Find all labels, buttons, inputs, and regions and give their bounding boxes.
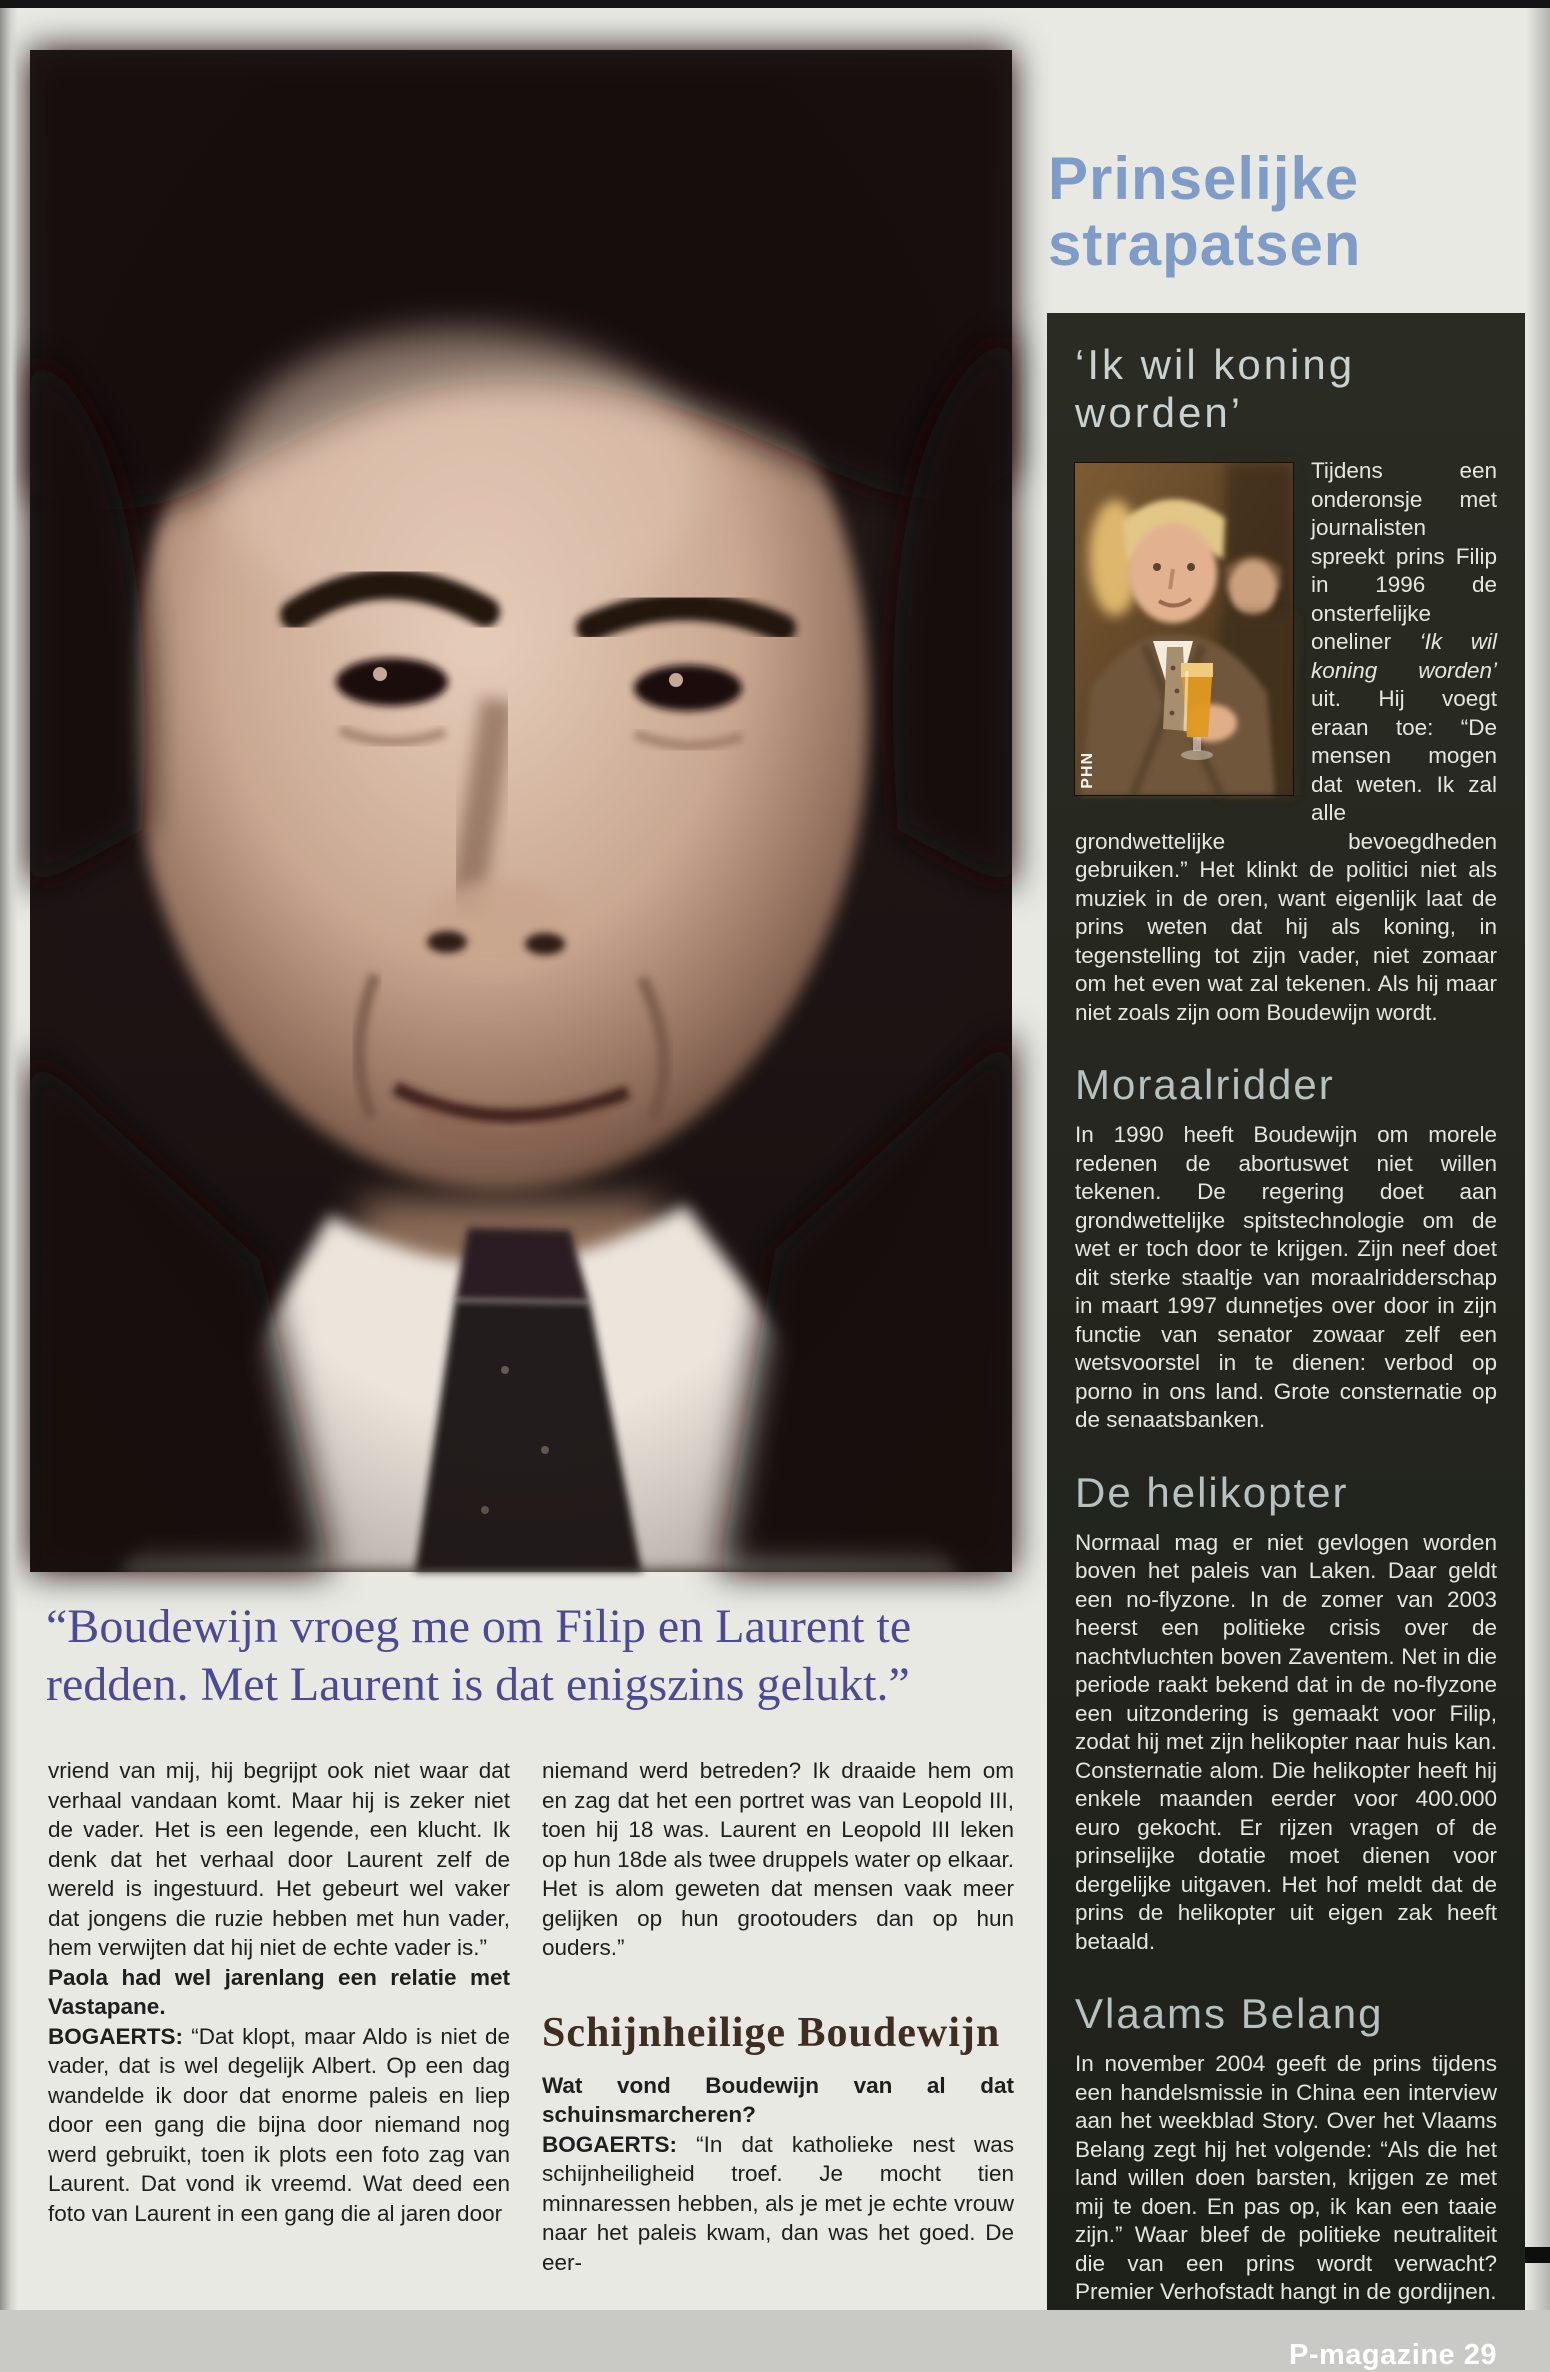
speaker-label: BOGAERTS: xyxy=(48,2023,183,2049)
paragraph-text: “Dat klopt, maar Aldo is niet de vader, dat is wel degelijk Albert. Op een dag wandelde ik door dat enorme paleis en liep door een gang die bijna door niemand nog werd gebruikt, toen ik plots een foto zag van Laurent. Dat vond ik vreemd. Wat deed een foto van Laurent in een gang die al jaren door xyxy=(48,2023,510,2226)
paragraph-bold-lead: Paola had wel jarenlang een relatie met Vastapane. xyxy=(48,1964,510,2019)
interview-question: Wat vond Boudewijn van al dat schuinsmarcheren? xyxy=(542,2072,1014,2127)
page-footer-label: P-magazine 29 xyxy=(1289,2338,1497,2371)
speaker-label: BOGAERTS: xyxy=(542,2131,677,2157)
page-curve-shade xyxy=(1526,0,1550,2310)
sidebar-paragraph: In 1990 heeft Boudewijn om morele redenen de abortuswet niet willen tekenen. De regering doet aan grondwettelijke spitstechnologie om de wet er toch door te krijgen. Zijn neef doet dit sterke staaltje van moraalridderschap in maart 1997 dunnetjes over door in zijn functie van senator zowaar zelf een wetsvoorstel in te dienen: verbod op porno in ons land. Grote consternatie op de senaatsbanken. xyxy=(1075,1122,1497,1432)
paragraph xyxy=(542,2130,1014,2278)
sidebar-heading-moraalridder: Moraalridder xyxy=(1075,1061,1335,1108)
sidebar-title xyxy=(1048,146,1361,278)
pull-quote-line-2: redden. Met Laurent is dat enigszins gelukt.” xyxy=(46,1658,910,1711)
inline-quote-italic: ‘Ik wil koning worden’ xyxy=(1311,629,1497,683)
photo-credit: PHN xyxy=(1079,752,1096,789)
portrait-photo xyxy=(30,50,1012,1572)
sidebar-paragraph: Normaal mag er niet gevlogen worden boven het paleis van Laken. Daar geldt een no-flyzone. In de zomer van 2003 heerst een politieke crisis over de nachtvluchten boven Zaventem. Net in die periode raakt bekend dat in de no-flyzone een uitzondering is gemaakt voor Filip, zodat hij met zijn helikopter naar huis kan. Consternatie alom. Die helikopter heeft hij enkele maanden eerder voor 400.000 euro gekocht. Er rijzen vragen of de prinselijke dotatie moet dienen voor dergelijke uitgaven. Het hof meldt dat de prins de helikopter uit eigen zak heeft betaald. xyxy=(1075,1529,1497,1954)
paragraph xyxy=(48,2022,510,2229)
sidebar-paragraph: In november 2004 geeft de prins tijdens een handelsmissie in China een interview aan het weekblad Story. Over het Vlaams Belang zegt hij het volgende: “Als die het land willen doen barsten, krijgen ze met mij te doen. En pas op, ik kan een taaie zijn.” Waar bleef de politieke neutraliteit die van een prins wordt verwacht? Premier Verhofstadt hangt in de gordijnen. xyxy=(1075,2051,1497,2304)
page-edge-tab xyxy=(1525,2247,1550,2263)
article-column-middle xyxy=(542,1756,1014,2277)
scan-edge-top xyxy=(0,0,1550,8)
sidebar-heading-ik-wil-koning-worden: ‘Ik wil koning worden’ xyxy=(1075,341,1356,436)
paragraph: vriend van mij, hij begrijpt ook niet waar dat verhaal vandaan komt. Maar hij is zeker niet de vader. Het is een legende, een klucht. Ik denk dat het verhaal door Laurent zelf de wereld is ingestuurd. Het gebeurt wel vaker dat jongens die ruzie hebben met hun vader, hem verwijten dat hij niet de echte vader is.” xyxy=(48,1758,510,1960)
paragraph: niemand werd betreden? Ik draaide hem om en zag dat het een portret was van Leopold III, toen hij 18 was. Laurent en Leopold III leken op hun 18de als twee druppels water op elkaar. Het is alom geweten dat mensen vaak meer gelijken op hun grootouders dan op hun ouders.” xyxy=(542,1758,1014,1960)
sidebar-text: Tijdens een onderonsje met journalisten spreekt prins Filip in 1996 de onsterfelijke oneliner xyxy=(1311,458,1497,654)
pull-quote-line-1: “Boudewijn vroeg me om Filip en Laurent te xyxy=(46,1600,912,1653)
portrait-illustration xyxy=(30,50,1012,1572)
sidebar-heading-vlaams-belang: Vlaams Belang xyxy=(1075,1990,1384,2037)
scan-edge-left xyxy=(0,0,18,2310)
sidebar-title-line-2: strapatsen xyxy=(1048,211,1362,278)
section-heading-schijnheilige-boudewijn: Schijnheilige Boudewijn xyxy=(542,2009,1001,2056)
article-column-left xyxy=(48,1756,510,2228)
sidebar-text: uit. Hij voegt eraan toe: “De mensen mogen dat weten. Ik zal alle grondwettelijke bevoegdheden gebruiken.” Het klinkt de politici niet als muziek in de oren, want eigenlijk laat de prins weten dat hij als koning, in tegenstelling tot zijn vader, niet zomaar om het even wat zal tekenen. Als hij maar niet zoals zijn oom Boudewijn wordt. xyxy=(1075,686,1497,1025)
filip-photo-illustration xyxy=(1075,463,1293,795)
pull-quote xyxy=(46,1598,1031,1714)
filip-photo xyxy=(1075,463,1293,795)
paragraph-text: “In dat katholieke nest was schijnheiligheid troef. Je mocht tien minnaressen hebben, als je met je echte vrouw naar het paleis kwam, dan was het goed. De eer- xyxy=(542,2131,1014,2275)
sidebar-title-line-1: Prinselijke xyxy=(1048,145,1360,212)
sidebar-heading-de-helikopter: De helikopter xyxy=(1075,1468,1349,1516)
sidebar-box xyxy=(1047,313,1525,2371)
